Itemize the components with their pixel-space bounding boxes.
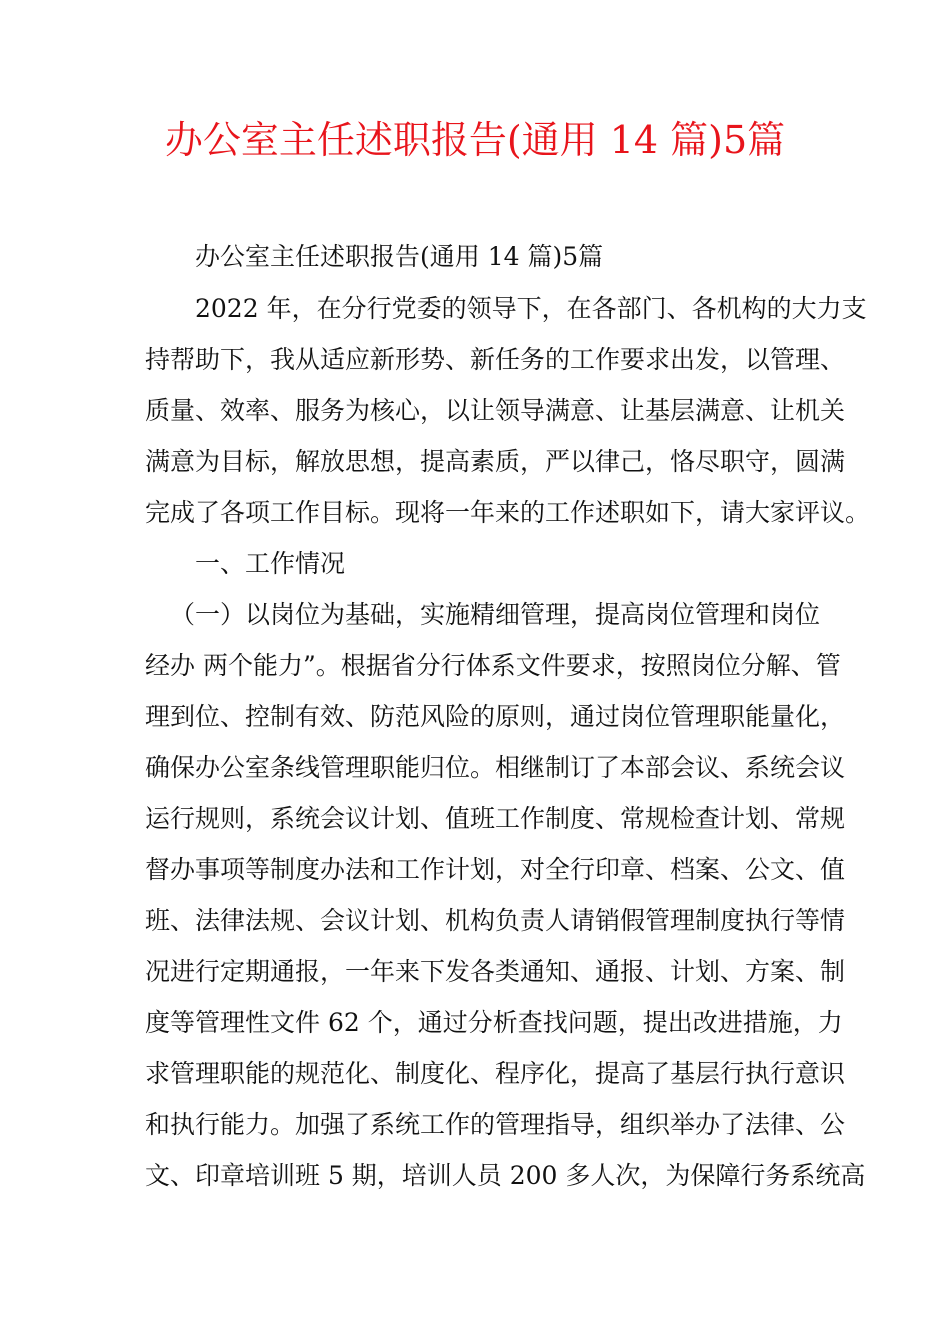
section-heading: 一、工作情况	[195, 549, 346, 578]
body-line: 求管理职能的规范化、制度化、程序化，提高了基层行执行意识	[145, 1059, 846, 1088]
body-line: 2022 年，在分行党委的领导下，在各部门、各机构的大力支	[195, 294, 867, 323]
body-line: 文、印章培训班 5 期，培训人员 200 多人次，为保障行务系统高	[145, 1161, 866, 1190]
body-line: 经办 两个能力”。根据省分行体系文件要求，按照岗位分解、管	[145, 651, 841, 680]
body-line: 满意为目标，解放思想，提高素质，严以律己，恪尽职守，圆满	[145, 447, 846, 476]
body-line: （一）以岗位为基础，实施精细管理，提高岗位管理和岗位	[170, 600, 821, 629]
body-line: 理到位、控制有效、防范风险的原则，通过岗位管理职能量化，	[145, 702, 846, 731]
body-line: 督办事项等制度办法和工作计划，对全行印章、档案、公文、值	[145, 855, 846, 884]
document-title: 办公室主任述职报告(通用 14 篇)5篇	[164, 118, 786, 162]
body-line: 确保办公室条线管理职能归位。相继制订了本部会议、系统会议	[145, 753, 846, 782]
body-line: 质量、效率、服务为核心，以让领导满意、让基层满意、让机关	[145, 396, 846, 425]
body-line: 度等管理性文件 62 个，通过分析查找问题，提出改进措施，力	[145, 1008, 843, 1037]
body-line: 持帮助下，我从适应新形势、新任务的工作要求出发，以管理、	[145, 345, 846, 374]
subtitle-line: 办公室主任述职报告(通用 14 篇)5篇	[195, 242, 604, 271]
body-line: 和执行能力。加强了系统工作的管理指导，组织举办了法律、公	[145, 1110, 846, 1139]
body-line: 完成了各项工作目标。现将一年来的工作述职如下，请大家评议。	[145, 498, 871, 527]
body-line: 况进行定期通报，一年来下发各类通知、通报、计划、方案、制	[145, 957, 846, 986]
body-line: 班、法律法规、会议计划、机构负责人请销假管理制度执行等情	[145, 906, 846, 935]
body-line: 运行规则，系统会议计划、值班工作制度、常规检查计划、常规	[145, 804, 846, 833]
